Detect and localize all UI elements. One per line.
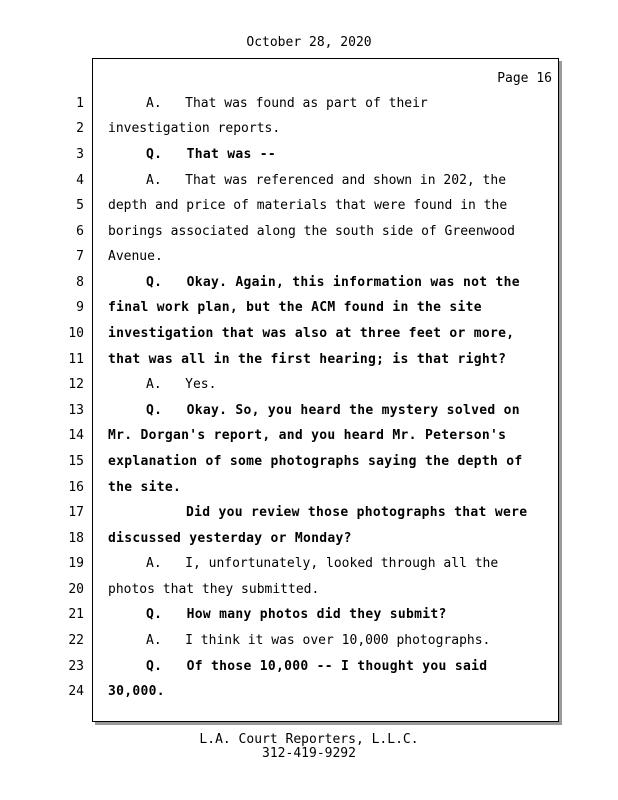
transcript-line: that was all in the first hearing; is that right? xyxy=(108,352,507,367)
transcript-line: investigation reports. xyxy=(108,121,281,136)
transcript-line: Q. How many photos did they submit? xyxy=(146,607,447,622)
line-number: 4 xyxy=(76,173,84,188)
transcript-line: Q. That was -- xyxy=(146,147,277,162)
footer xyxy=(0,733,618,761)
line-number: 23 xyxy=(68,659,84,674)
line-number: 15 xyxy=(68,454,84,469)
line-number: 2 xyxy=(76,121,84,136)
line-number: 18 xyxy=(68,531,84,546)
transcript-line: final work plan, but the ACM found in the site xyxy=(108,300,482,315)
line-number: 5 xyxy=(76,198,84,213)
transcript-line: A. That was referenced and shown in 202, the xyxy=(146,173,507,188)
transcript-line: A. I think it was over 10,000 photographs. xyxy=(146,633,491,648)
transcript-line: borings associated along the south side of Greenwood xyxy=(108,224,515,239)
transcript-line: A. I, unfortunately, looked through all the xyxy=(146,556,499,571)
transcript-line: Q. Of those 10,000 -- I thought you said xyxy=(146,659,488,674)
transcript-line: depth and price of materials that were found in the xyxy=(108,198,508,213)
footer-company: L.A. Court Reporters, L.L.C. xyxy=(199,732,419,747)
transcript-line: investigation that was also at three feet or more, xyxy=(108,326,515,341)
line-number: 3 xyxy=(76,147,84,162)
line-number: 21 xyxy=(68,607,84,622)
transcript-line: Q. Okay. Again, this information was not the xyxy=(146,275,520,290)
transcript-line: the site. xyxy=(108,480,182,495)
transcript-line: A. Yes. xyxy=(146,377,217,392)
transcript-line: Q. Okay. So, you heard the mystery solved on xyxy=(146,403,520,418)
transcript-line: Mr. Dorgan's report, and you heard Mr. Peterson's xyxy=(108,428,507,443)
line-number: 22 xyxy=(68,633,84,648)
line-number: 6 xyxy=(76,224,84,239)
line-number: 9 xyxy=(76,300,84,315)
line-number: 10 xyxy=(68,326,84,341)
page-number: Page 16 xyxy=(497,71,552,86)
line-number: 24 xyxy=(68,684,84,699)
line-number: 20 xyxy=(68,582,84,597)
transcript-date: October 28, 2020 xyxy=(246,35,372,50)
line-number: 7 xyxy=(76,249,84,264)
transcript-line: A. That was found as part of their xyxy=(146,96,428,111)
transcript-line: 30,000. xyxy=(108,684,165,699)
transcript-line: photos that they submitted. xyxy=(108,582,320,597)
line-number: 11 xyxy=(68,352,84,367)
line-number: 13 xyxy=(68,403,84,418)
transcript-line: Did you review those photographs that were xyxy=(186,505,528,520)
line-number: 1 xyxy=(76,96,84,111)
line-number: 8 xyxy=(76,275,84,290)
transcript-line: Avenue. xyxy=(108,249,163,264)
line-number: 17 xyxy=(68,505,84,520)
footer-phone: 312-419-9292 xyxy=(262,746,356,761)
line-number: 16 xyxy=(68,480,84,495)
transcript-line: discussed yesterday or Monday? xyxy=(108,531,352,546)
line-number: 14 xyxy=(68,428,84,443)
line-number: 19 xyxy=(68,556,84,571)
transcript-line: explanation of some photographs saying the depth of xyxy=(108,454,523,469)
line-number: 12 xyxy=(68,377,84,392)
